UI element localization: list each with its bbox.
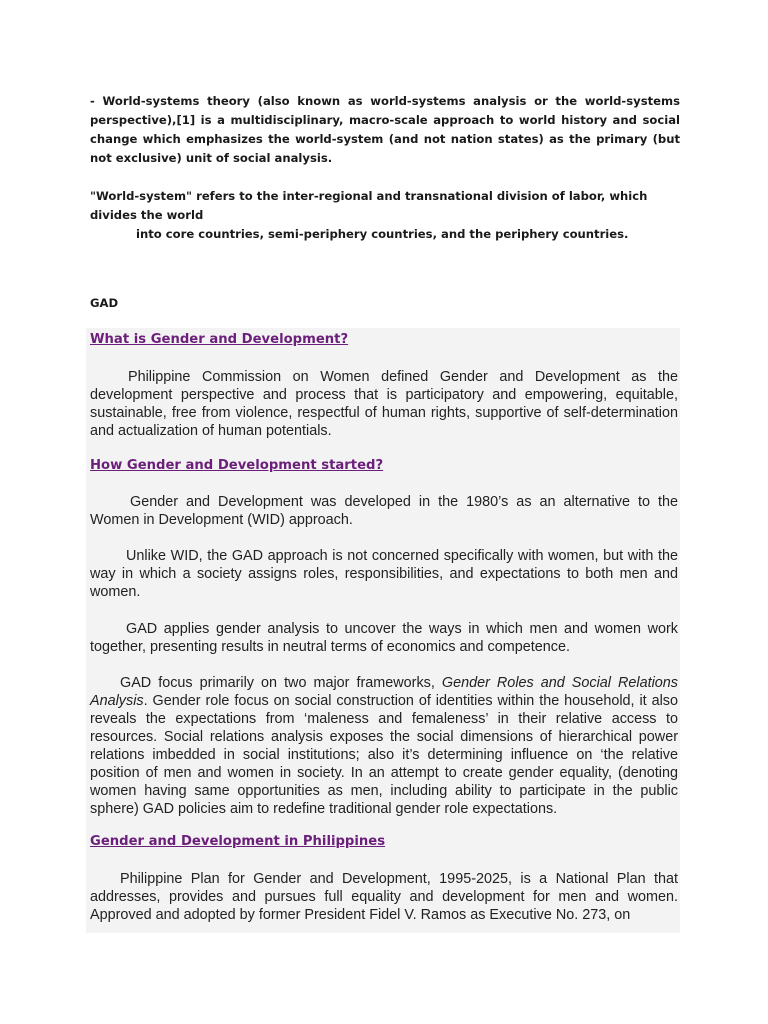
world-system-definition [90,187,680,244]
gad-vs-wid-paragraph: Unlike WID, the GAD approach is not concerned specifically with women, but with the way in which a society assigns roles, responsibilities, and expectations to both men and women. [90,548,678,600]
frameworks-title: Gender Roles and Social Relations Analysis [90,675,678,709]
definition-line-1: "World-system" refers to the inter-regional and transnational division of labor, which divides the world [90,189,648,222]
philippine-plan-paragraph: Philippine Plan for Gender and Development, 1995-2025, is a National Plan that addresses, provides and pursues full equality and development for men and women. Approved and adopted by former President Fidel V. Ramos as Executive No. 273, on [90,871,678,923]
gender-analysis-paragraph: GAD applies gender analysis to uncover the ways in which men and women work together, presenting results in neutral terms of economics and competence. [90,621,678,655]
gad-definition-paragraph: Philippine Commission on Women defined Gender and Development as the development perspective and process that is participatory and empowering, equitable, sustainable, free from violence, respectful of human rights, supportive of self-determination and actualization of human potentials. [90,369,678,439]
heading-what-is-gad: What is Gender and Development? [90,332,349,347]
heading-how-gad-started: How Gender and Development started? [90,458,384,473]
gad-origin-paragraph: Gender and Development was developed in the 1980’s as an alternative to the Women in Development (WID) approach. [90,494,678,528]
world-systems-paragraph: - World-systems theory (also known as world-systems analysis or the world-systems perspective),[1] is a multidisciplinary, macro-scale approach to world history and social change which emphasizes the world-system (and not nation states) as the primary (but not exclusive) unit of social analysis. [90,94,680,165]
gad-label: GAD [90,296,119,310]
frameworks-intro-text: GAD focus primarily on two major frameworks, [120,675,442,691]
definition-line-2: into core countries, semi-periphery countries, and the periphery countries. [136,227,629,241]
heading-gad-philippines: Gender and Development in Philippines [90,834,386,849]
gad-frameworks-paragraph [90,674,678,818]
frameworks-body-text: . Gender role focus on social construction of identities within the household, it also reveals the expectations from ‘maleness and femaleness’ in their relative access to resources. Social relations analysis exposes the social dimensions of hierarchical power relations imbedded in social institutions; also it’s determining influence on ‘the relative position of men and women in society. In an attempt to create gender equality, (denoting women having same opportunities as men, including ability to participate in the public sphere) GAD policies aim to redefine traditional gender role expectations. [90,693,678,817]
